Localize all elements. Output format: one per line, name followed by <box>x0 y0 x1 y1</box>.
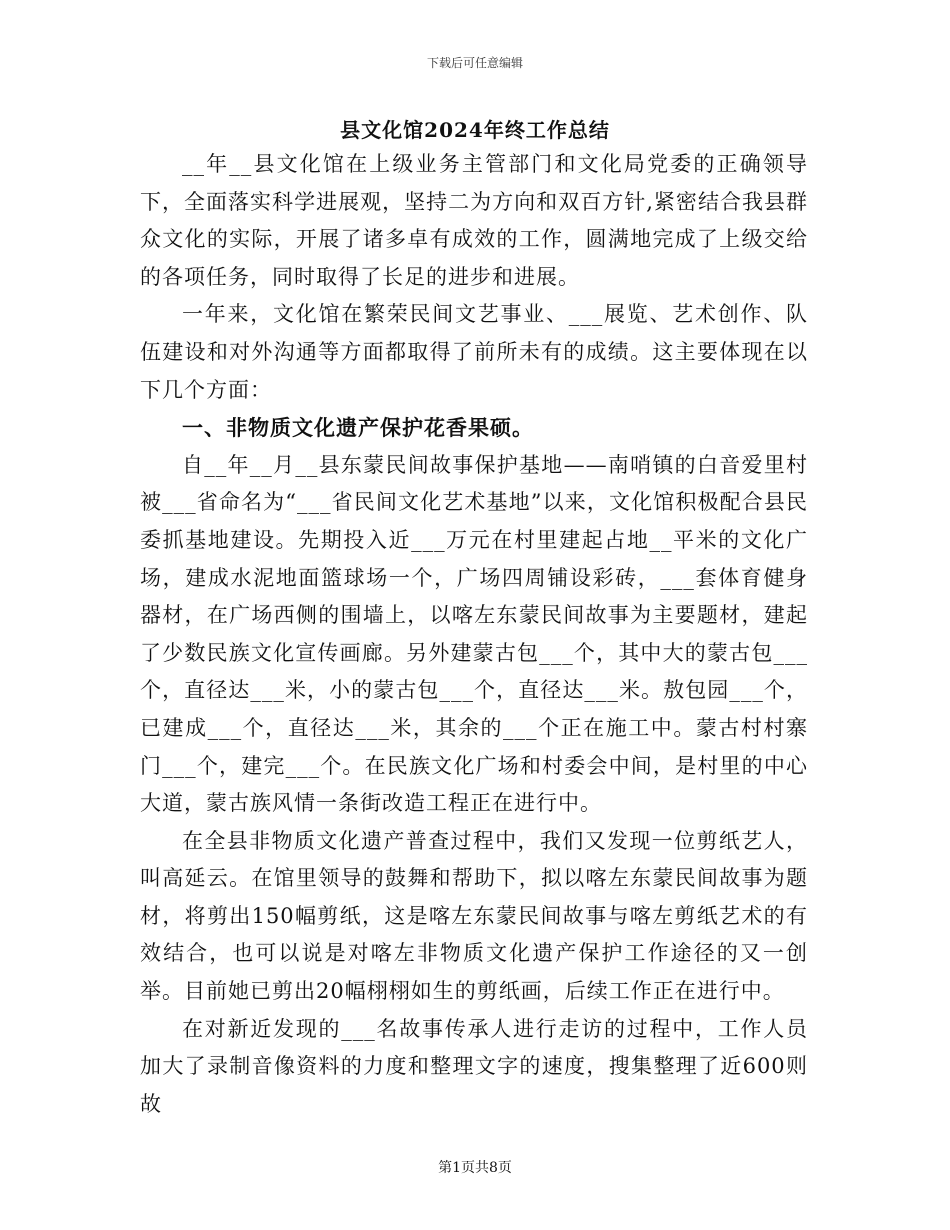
document-title: 县文化馆2024年终工作总结 <box>340 118 610 142</box>
page-footer: 第1页共8页 <box>438 1160 512 1176</box>
paragraph-base-construction: 自__年__月__县东蒙民间故事保护基地——南哨镇的白音爱里村被___省命名为“___省民间文化艺术基地”以来，文化馆积极配合县民委抓基地建设。先期投入近___万元在村里建起占地__平米的文化广场，建成水泥地面篮球场一个，广场四周铺设彩砖，___套体育健身器材，在广场西侧的围墙上，以喀左东蒙民间故事为主要题材，建起了少数民族文化宣传画廊。另外建蒙古包___个，其中大的蒙古包___个，直径达___米，小的蒙古包___个，直径达___米。敖包园___个，已建成___个，直径达___米，其余的___个正在施工中。蒙古村村寨门___个，建完___个。在民族文化广场和村委会中间，是村里的中心大道，蒙古族风情一条街改造工程正在进行中。 <box>140 452 808 816</box>
paragraph-inheritors: 在对新近发现的___名故事传承人进行走访的过程中，工作人员加大了录制音像资料的力度和整理文字的速度，搜集整理了近600则故 <box>140 1016 808 1116</box>
paragraph-paper-cutting: 在全县非物质文化遗产普查过程中，我们又发现一位剪纸艺人，叫高延云。在馆里领导的鼓舞和帮助下，拟以喀左东蒙民间故事为题材，将剪出150幅剪纸，这是喀左东蒙民间故事与喀左剪纸艺术的有效结合，也可以说是对喀左非物质文化遗产保护工作途径的又一创举。目前她已剪出20幅栩栩如生的剪纸画，后续工作正在进行中。 <box>140 828 808 1004</box>
paragraph-summary: 一年来，文化馆在繁荣民间文艺事业、___展览、艺术创作、队伍建设和对外沟通等方面都取得了前所未有的成绩。这主要体现在以下几个方面： <box>140 302 808 402</box>
document-body <box>140 146 808 1123</box>
page-header-note: 下载后可任意编辑 <box>426 56 523 70</box>
paragraph-intro: __年__县文化馆在上级业务主管部门和文化局党委的正确领导下，全面落实科学进展观，坚持二为方向和双百方针,紧密结合我县群众文化的实际，开展了诸多卓有成效的工作，圆满地完成了上级交给的各项任务，同时取得了长足的进步和进展。 <box>140 152 808 289</box>
section-heading-1: 一、非物质文化遗产保护花香果硕。 <box>182 415 534 441</box>
